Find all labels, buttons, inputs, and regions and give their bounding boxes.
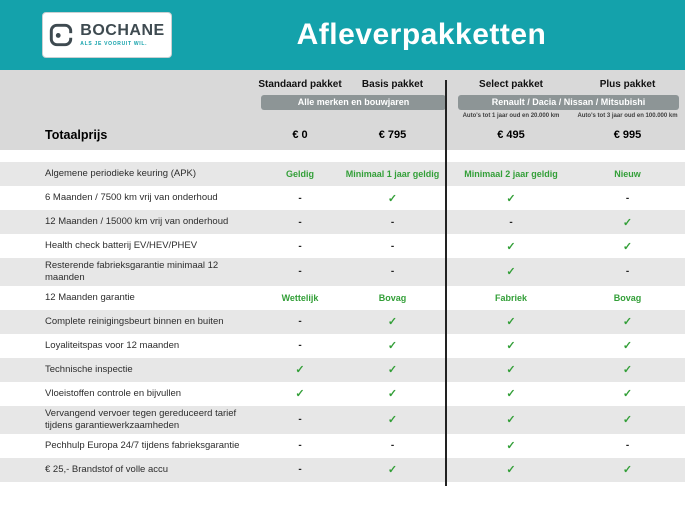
table-row	[0, 234, 685, 258]
total-price-select: € 495	[497, 129, 525, 141]
row-label: 12 Maanden / 15000 km vrij van onderhoud	[45, 216, 229, 228]
row-label: Resterende fabrieksgarantie minimaal 12 maanden	[45, 260, 219, 283]
cell-value	[345, 339, 440, 352]
bochane-logo-icon	[49, 23, 73, 47]
cell-value: -	[298, 316, 302, 328]
cell-value: -	[390, 440, 395, 451]
cell-value	[345, 463, 440, 476]
cell-value	[345, 363, 440, 376]
check-icon: ✓	[387, 414, 398, 427]
table-header-band	[0, 70, 685, 150]
column-titles-row	[0, 79, 685, 90]
check-icon: ✓	[506, 266, 516, 279]
check-icon: ✓	[506, 388, 516, 401]
check-icon: ✓	[622, 364, 633, 377]
check-icon: ✓	[506, 364, 516, 377]
cell-value	[345, 315, 440, 328]
column-title-spacer	[0, 79, 255, 90]
cell-value: -	[298, 464, 302, 475]
check-icon: ✓	[506, 414, 516, 427]
total-price-label: Totaalprijs	[45, 128, 108, 142]
row-label: Technische inspectie	[45, 363, 133, 375]
subtext-select: Auto's tot 1 jaar oud en 20.000 km	[462, 113, 560, 119]
row-label: Vervangend vervoer tegen gereduceerd tarief tijdens garantiewerkzaamheden	[45, 407, 237, 431]
check-icon: ✓	[622, 240, 633, 253]
row-label: € 25,- Brandstof of volle accu	[45, 463, 169, 475]
cell-value	[570, 216, 685, 229]
cell-value	[570, 315, 685, 328]
group-badge-all-brands: Alle merken en bouwjaren	[261, 95, 446, 110]
column-header-plus: Plus pakket	[599, 79, 656, 90]
cell-value	[452, 339, 570, 352]
cell-value	[345, 192, 440, 205]
table-row	[0, 210, 685, 234]
cell-value: -	[625, 440, 630, 451]
cell-value	[570, 387, 685, 400]
package-group-divider	[445, 80, 447, 486]
check-icon: ✓	[622, 216, 633, 229]
check-icon: ✓	[622, 340, 633, 353]
check-icon: ✓	[387, 340, 398, 353]
cell-value: Bovag	[378, 292, 407, 303]
cell-value	[452, 463, 570, 476]
brand-name: BOCHANE	[80, 22, 165, 39]
cell-value: -	[625, 192, 630, 204]
cell-value	[570, 463, 685, 476]
cell-value: -	[390, 266, 395, 278]
table-row	[0, 258, 685, 286]
check-icon: ✓	[622, 414, 633, 427]
cell-value	[345, 387, 440, 400]
cell-value: Fabriek	[494, 292, 527, 303]
cell-value	[570, 363, 685, 376]
cell-value: -	[390, 240, 395, 252]
table-row	[0, 186, 685, 210]
table-row	[0, 162, 685, 186]
cell-value	[255, 363, 345, 376]
column-header-standaard: Standaard pakket	[258, 79, 342, 90]
group-right-wrap	[452, 95, 685, 110]
cell-value: Wettelijk	[281, 292, 319, 303]
cell-value: -	[298, 414, 302, 426]
column-header-basis: Basis pakket	[361, 79, 424, 90]
table-row	[0, 382, 685, 406]
check-icon: ✓	[506, 192, 516, 205]
cell-value	[452, 387, 570, 400]
logo-text	[80, 23, 164, 47]
cell-value	[570, 339, 685, 352]
check-icon: ✓	[622, 316, 633, 329]
check-icon: ✓	[295, 364, 305, 377]
row-label: Algemene periodieke keuring (APK)	[45, 168, 197, 180]
subtext-spacer	[0, 113, 452, 122]
cell-value: Bovag	[613, 292, 642, 303]
brand-tagline: ALS JE VOORUIT WIL.	[80, 41, 148, 47]
bochane-logo	[42, 12, 172, 58]
table-row	[0, 434, 685, 458]
row-label: Health check batterij EV/HEV/PHEV	[45, 240, 198, 252]
row-label: 6 Maanden / 7500 km vrij van onderhoud	[45, 192, 218, 204]
cell-value: Geldig	[285, 169, 314, 179]
cell-value	[570, 240, 685, 253]
cell-value: -	[298, 240, 302, 252]
cell-value: -	[298, 216, 302, 228]
check-icon: ✓	[506, 440, 516, 452]
cell-value: -	[298, 440, 302, 451]
cell-value	[452, 240, 570, 253]
column-header-select: Select pakket	[479, 79, 543, 90]
total-price-plus: € 995	[613, 129, 642, 141]
cell-value	[570, 413, 685, 426]
cell-value: -	[390, 216, 395, 228]
subtext-plus: Auto's tot 3 jaar oud en 100.000 km	[577, 113, 678, 119]
check-icon: ✓	[506, 316, 516, 329]
table-row	[0, 310, 685, 334]
table-row	[0, 406, 685, 434]
table-row	[0, 286, 685, 310]
table-row	[0, 358, 685, 382]
check-icon: ✓	[622, 464, 633, 476]
row-label: Vloeistoffen controle en bijvullen	[45, 387, 182, 399]
cell-value: -	[298, 340, 302, 352]
cell-value: Minimaal 2 jaar geldig	[464, 169, 558, 179]
cell-value	[255, 387, 345, 400]
cell-value: -	[298, 192, 302, 204]
check-icon: ✓	[387, 316, 398, 329]
check-icon: ✓	[506, 340, 516, 353]
check-icon: ✓	[387, 192, 398, 205]
total-price-row	[0, 128, 685, 142]
check-icon: ✓	[387, 388, 398, 401]
row-label: 12 Maanden garantie	[45, 291, 135, 303]
cell-value: -	[509, 216, 513, 228]
table-body	[0, 162, 685, 482]
row-label: Pechhulp Europa 24/7 tijdens fabrieksgarantie	[45, 439, 240, 451]
check-icon: ✓	[622, 388, 633, 401]
total-price-standaard: € 0	[292, 129, 308, 141]
row-label: Complete reinigingsbeurt binnen en buiten	[45, 315, 224, 327]
check-icon: ✓	[387, 364, 398, 377]
row-label: Loyaliteitspas voor 12 maanden	[45, 339, 180, 351]
check-icon: ✓	[506, 464, 516, 476]
group-badge-brands: Renault / Dacia / Nissan / Mitsubishi	[458, 95, 679, 110]
check-icon: ✓	[295, 388, 305, 401]
cell-value	[452, 315, 570, 328]
check-icon: ✓	[387, 464, 398, 476]
total-price-basis: € 795	[378, 129, 407, 141]
top-bar	[0, 0, 685, 70]
band-gap	[0, 150, 685, 162]
cell-value: -	[625, 266, 630, 278]
page-title: Afleverpakketten	[296, 18, 547, 51]
cell-value	[452, 413, 570, 426]
cell-value	[452, 363, 570, 376]
check-icon: ✓	[506, 240, 516, 253]
group-subtexts-row	[0, 113, 685, 122]
cell-value: Nieuw	[614, 169, 641, 179]
group-left-wrap	[255, 95, 452, 110]
table-row	[0, 458, 685, 482]
table-row	[0, 334, 685, 358]
cell-value	[452, 192, 570, 205]
group-badges-row	[0, 95, 685, 110]
cell-value	[345, 413, 440, 426]
cell-value: -	[298, 266, 302, 278]
cell-value: Minimaal 1 jaar geldig	[345, 169, 440, 179]
cell-value	[452, 265, 570, 278]
cell-value	[452, 439, 570, 452]
